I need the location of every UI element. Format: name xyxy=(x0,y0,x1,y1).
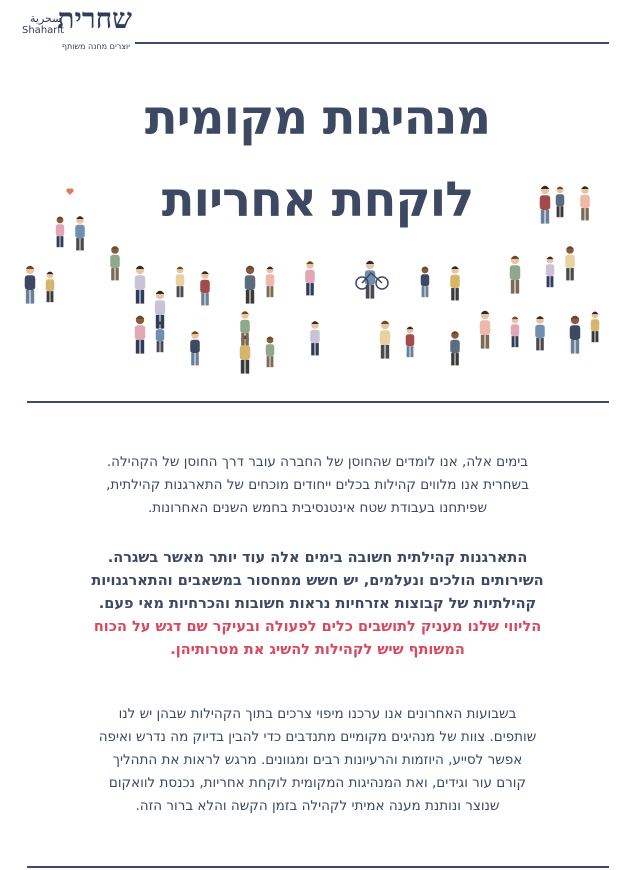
page-title-line2: לוקחת אחריות xyxy=(161,172,474,228)
header-rule xyxy=(135,42,609,44)
person-figure xyxy=(565,246,575,280)
person-figure xyxy=(406,327,415,358)
emphasis-paragraph xyxy=(25,547,610,662)
person-figure xyxy=(245,266,256,304)
person-figure xyxy=(56,217,65,248)
person-figure xyxy=(46,272,55,303)
closing-line: שותפים. צוות של מנהיגים מקומיים מתנדבים כדי להבין בדיוק מה נדרש ואיפה xyxy=(98,729,537,745)
crowd-of-people-illustration xyxy=(15,175,620,375)
closing-line: אפשר לסייע, היוזמות והרעיונות רבים ומגוונים. מרגש לראות את התהליך xyxy=(112,752,523,768)
logo-english: Shaharit xyxy=(22,25,65,36)
person-figure xyxy=(190,331,200,365)
heart-icon xyxy=(66,188,73,195)
person-figure xyxy=(200,271,210,305)
person-figure xyxy=(591,312,600,343)
person-figure xyxy=(135,316,146,354)
intro-paragraph xyxy=(25,451,610,520)
intro-line: בימים אלה, אנו לומדים שהחוסן של החברה עובר דרך החוסן של הקהילה. xyxy=(106,454,529,470)
person-figure xyxy=(380,321,391,359)
logo-arabic: سحرية xyxy=(30,12,62,25)
person-figure xyxy=(135,266,146,304)
highlight-line: המשותף שיש לקהילות להשיג את מטרותיהן. xyxy=(170,642,465,658)
person-figure xyxy=(176,267,185,298)
closing-line: בשבועות האחרונים אנו ערכנו מיפוי צרכים בתוך הקהילות שבהן יש לנו xyxy=(118,706,517,722)
person-figure xyxy=(310,321,320,355)
section-rule-top xyxy=(27,401,609,403)
person-figure xyxy=(546,257,555,288)
emphasis-line: התארגנות קהילתית חשובה בימים אלה עוד יותר מאשר בשגרה. xyxy=(107,550,528,566)
person-figure xyxy=(266,267,275,298)
page-title-line1: מנהיגות מקומית xyxy=(144,90,491,146)
person-figure xyxy=(266,337,275,368)
person-figure xyxy=(540,186,551,224)
person-figure xyxy=(580,186,590,220)
person-figure xyxy=(511,317,520,348)
highlight-line: הליווי שלנו מעניק לתושבים כלים לפעולה ובעיקר שם דגש על הכוח xyxy=(93,619,542,635)
person-figure xyxy=(510,256,521,294)
emphasis-line: השירותים הולכים ונעלמים, יש חשש ממחסור במשאבים והתארגנויות xyxy=(91,573,544,589)
person-figure xyxy=(421,267,430,298)
person-figure xyxy=(450,266,460,300)
person-figure xyxy=(535,316,545,350)
person-figure xyxy=(110,246,120,280)
person-figure xyxy=(570,316,581,354)
person-figure xyxy=(25,266,36,304)
person-figure xyxy=(480,311,491,349)
person-figure xyxy=(556,187,565,218)
closing-line: קורם עור וגידים, ואת המנהיגות המקומית לוקחת אחריות, נכנסת לוואקום xyxy=(108,775,527,791)
person-figure xyxy=(450,331,460,365)
closing-paragraph xyxy=(25,703,610,818)
person-figure xyxy=(305,261,315,295)
shaharit-logo xyxy=(22,2,132,51)
logo-tagline: יוצרים מחנה משותף xyxy=(61,42,130,51)
logo-hebrew: שחרית xyxy=(57,2,132,35)
emphasis-line: קהילתיות של קבוצות אזרחיות נראות חשובות והכרחיות מאי פעם. xyxy=(98,596,537,612)
footer-rule xyxy=(27,866,609,868)
intro-line: שפיתחנו בעבודת שטח אינטנסיבית בחמש השנים האחרונות. xyxy=(147,500,488,516)
closing-line: שנוצר ונותנת מענה אמיתי לקהילה בזמן הקשה והלא ברור הזה. xyxy=(135,798,500,814)
intro-line: בשחרית אנו מלווים קהילות בכלים ייחודים מוכחים של התארגנות קהילתית, xyxy=(106,477,529,493)
person-figure xyxy=(75,216,85,250)
